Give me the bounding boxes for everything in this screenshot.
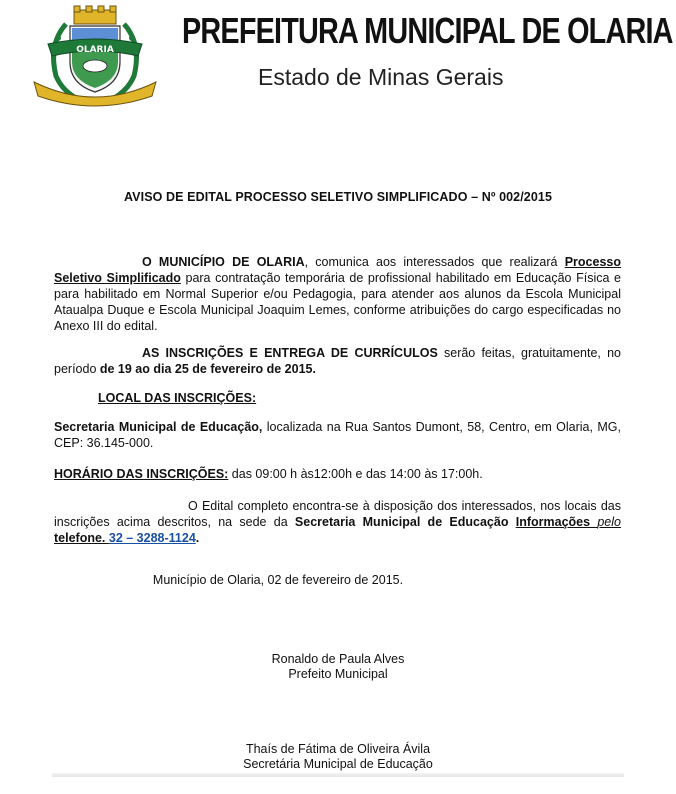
info-label: telefone. bbox=[54, 531, 109, 545]
hours-label: HORÁRIO DAS INSCRIÇÕES: bbox=[54, 467, 229, 481]
text: O Edital completo encontra-se à disposição dos interessados, nos locais das inscrições acima descritos, na sede da bbox=[54, 499, 621, 529]
page-title: PREFEITURA MUNICIPAL DE OLARIA bbox=[182, 10, 673, 51]
info-label: pelo bbox=[597, 515, 621, 529]
address: localizada na Rua Santos Dumont, 58, Centro, em Olaria, MG, CEP: 36.145-000. bbox=[54, 420, 621, 450]
signature-role: Secretária Municipal de Educação bbox=[243, 757, 433, 771]
text: serão feitas, gratuitamente, no período bbox=[54, 346, 621, 376]
hours-value: das 09:00 h às12:00h e das 14:00 às 17:00h. bbox=[228, 467, 483, 481]
paragraph-announcement bbox=[54, 254, 621, 334]
notice-heading: AVISO DE EDITAL PROCESSO SELETIVO SIMPLIFICADO – Nº 002/2015 bbox=[123, 190, 553, 204]
municipality-name: O MUNICÍPIO DE OLARIA bbox=[142, 255, 305, 269]
info-label: Informações bbox=[515, 515, 598, 529]
signature-name: Thaís de Fátima de Oliveira Ávila bbox=[245, 742, 431, 756]
signature-name: Ronaldo de Paula Alves bbox=[271, 652, 405, 666]
paragraph-edital bbox=[54, 498, 621, 546]
paragraph-hours bbox=[54, 466, 621, 482]
date-line: Município de Olaria, 02 de fevereiro de 2015. bbox=[152, 573, 404, 587]
phone-link[interactable]: 32 – 3288-1124 bbox=[108, 531, 196, 545]
crest-banner-text: OLARIA bbox=[76, 45, 114, 55]
office-name: Secretaria Municipal de Educação, bbox=[54, 420, 263, 434]
selection-process-name: Processo Seletivo Simplificado bbox=[54, 255, 621, 285]
paragraph-location bbox=[54, 419, 621, 451]
paragraph-registrations bbox=[54, 345, 621, 377]
local-heading: LOCAL DAS INSCRIÇÕES: bbox=[98, 391, 257, 405]
registrations-label: AS INSCRIÇÕES E ENTREGA DE CURRÍCULOS bbox=[142, 346, 438, 360]
page-subtitle: Estado de Minas Gerais bbox=[258, 64, 504, 90]
text: , comunica aos interessados que realizará bbox=[304, 255, 565, 269]
text: para contratação temporária de profissional habilitado em Educação Física e para habilitado em Normal Superior e/ou Pedagogia, para atender aos alunos da Escola Municipal Ataualpa Duque e Escola Municipal Joaquim Lemes, conforme atribuições do cargo especificadas no Anexo III do edital. bbox=[54, 271, 621, 333]
text bbox=[508, 515, 515, 529]
letterhead bbox=[0, 0, 676, 110]
office-name: Secretaria Municipal de Educação bbox=[294, 515, 509, 529]
municipal-crest-icon bbox=[28, 4, 168, 108]
text: . bbox=[195, 531, 200, 545]
registration-period: de 19 ao dia 25 de fevereiro de 2015. bbox=[99, 362, 316, 376]
signature-role: Prefeito Municipal bbox=[288, 667, 388, 681]
footer-divider bbox=[52, 773, 624, 777]
